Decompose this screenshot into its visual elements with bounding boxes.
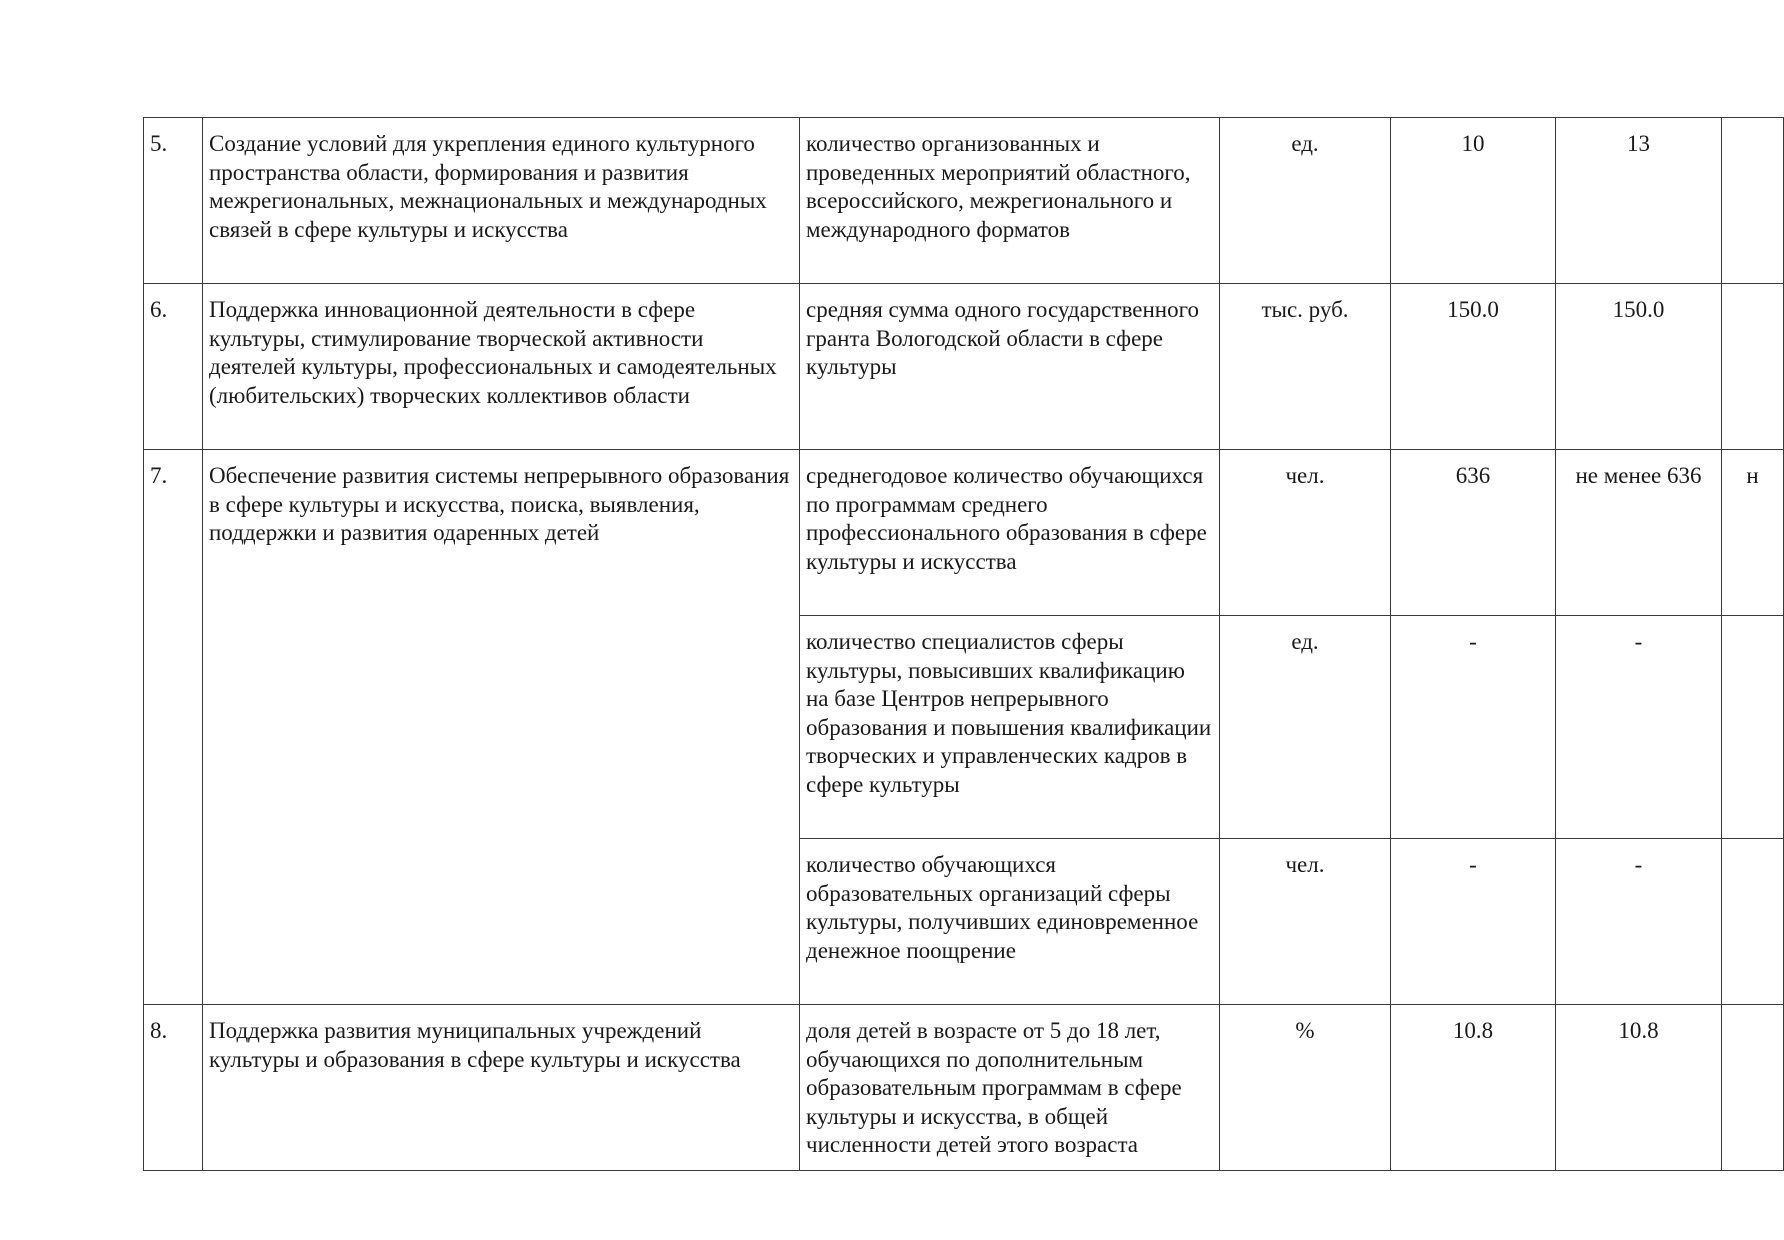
- indicator-value-2: -: [1556, 616, 1722, 839]
- indicator-name: количество организованных и проведенных мероприятий областного, всероссийского, межрегионального и международного форматов: [800, 118, 1220, 284]
- indicator-value-1: -: [1391, 616, 1556, 839]
- indicator-value-3: [1722, 616, 1784, 839]
- indicator-name: количество специалистов сферы культуры, повысивших квалификацию на базе Центров непрерывного образования и повышения квалификации творческих и управленческих кадров в сфере культуры: [800, 616, 1220, 839]
- indicator-value-3: [1722, 839, 1784, 1005]
- indicator-unit: чел.: [1220, 450, 1391, 616]
- indicator-value-3: н: [1722, 450, 1784, 616]
- indicator-value-1: 10.8: [1391, 1005, 1556, 1171]
- indicator-name: количество обучающихся образовательных организаций сферы культуры, получивших единовременное денежное поощрение: [800, 839, 1220, 1005]
- row-number: 7.: [144, 450, 203, 1005]
- row-number: 6.: [144, 284, 203, 450]
- indicator-value-2: 13: [1556, 118, 1722, 284]
- indicator-unit: %: [1220, 1005, 1391, 1171]
- row-number: 5.: [144, 118, 203, 284]
- indicator-value-1: 636: [1391, 450, 1556, 616]
- indicators-table: [143, 117, 1784, 1171]
- indicator-unit: тыс. руб.: [1220, 284, 1391, 450]
- table-row: [144, 284, 1784, 450]
- indicator-value-1: 150.0: [1391, 284, 1556, 450]
- indicator-value-3: [1722, 284, 1784, 450]
- indicator-value-1: 10: [1391, 118, 1556, 284]
- indicator-value-2: 150.0: [1556, 284, 1722, 450]
- task-text: Поддержка развития муниципальных учреждений культуры и образования в сфере культуры и искусства: [203, 1005, 800, 1171]
- indicator-unit: ед.: [1220, 118, 1391, 284]
- table-row: [144, 1005, 1784, 1171]
- row-number: 8.: [144, 1005, 203, 1171]
- task-text: Обеспечение развития системы непрерывного образования в сфере культуры и искусства, поиска, выявления, поддержки и развития одаренных детей: [203, 450, 800, 1005]
- task-text: Создание условий для укрепления единого культурного пространства области, формирования и развития межрегиональных, межнациональных и международных связей в сфере культуры и искусства: [203, 118, 800, 284]
- indicator-value-2: -: [1556, 839, 1722, 1005]
- indicator-name: среднегодовое количество обучающихся по программам среднего профессионального образования в сфере культуры и искусства: [800, 450, 1220, 616]
- table-row: [144, 450, 1784, 616]
- indicator-value-1: -: [1391, 839, 1556, 1005]
- indicator-value-2: 10.8: [1556, 1005, 1722, 1171]
- indicator-name: доля детей в возрасте от 5 до 18 лет, обучающихся по дополнительным образовательным программам в сфере культуры и искусства, в общей численности детей этого возраста: [800, 1005, 1220, 1171]
- indicator-value-3: [1722, 118, 1784, 284]
- table-row: [144, 118, 1784, 284]
- indicator-name: средняя сумма одного государственного гранта Вологодской области в сфере культуры: [800, 284, 1220, 450]
- indicator-unit: ед.: [1220, 616, 1391, 839]
- task-text: Поддержка инновационной деятельности в сфере культуры, стимулирование творческой активности деятелей культуры, профессиональных и самодеятельных (любительских) творческих коллективов области: [203, 284, 800, 450]
- indicator-value-3: [1722, 1005, 1784, 1171]
- indicator-unit: чел.: [1220, 839, 1391, 1005]
- indicator-value-2: не менее 636: [1556, 450, 1722, 616]
